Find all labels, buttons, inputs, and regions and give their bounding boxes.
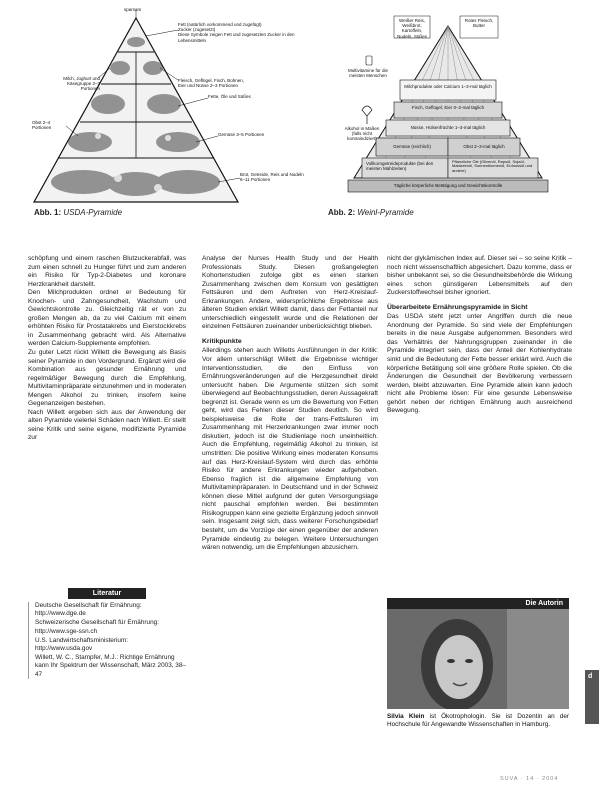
willett-label-oils: Pflanzliche Öle (Olivenöl, Rapsöl, Sojaöl, Maiskeimöl, Sonnenblumenöl, Erdnussöl und andere) — [452, 159, 533, 173]
willett-label-veg: Gemüse (reichlich) — [393, 144, 431, 149]
willett-label-grain: Vollkorngetreideprodukte (bei den meisten Mahlzeiten) — [366, 161, 434, 172]
col1-paragraph: Nach Willett ergeben sich aus der Anwendung der alten Pyramide vielerlei Schäden nach Willett. Er stellt seine Kritik und seine eigene, modifizierte Pyramide zur — [28, 408, 186, 442]
willett-label-top-right: Rotes Fleisch, Butter — [464, 18, 494, 29]
col1-paragraph: Den Milchprodukten ordnet er Bedeutung für Knochen- und Zahngesundheit, Wachstum und Gewichtskontrolle zu. Gleichzeitig rät er von zu großen Mengen ab, da zu viel Calcium mit einem erhöhten Risiko für Prostatakrebs und Eierstockkrebs in Zusammenhang gebracht wird. Als Alternative werden Calcium-Supplemente empfohlen. — [28, 289, 186, 348]
literature-list — [28, 602, 186, 679]
col2-paragraph: Allerdings stehen auch Willetts Ausführungen in der Kritik: Vor allem unterschlägt Willett die Ergebnisse wichtiger Interventionsstudien, die den Einfluss von Ernährungsveränderungen auf die Herzgesundheit direkt untersucht haben. Die Argumente stützen sich somit überwiegend auf Beobachtungsstudien, deren Aussagekraft begrenzt ist. Gerade wenn es um die Bewertung von Fetten geht, wird das Fehlen dieser Studien deutlich. So wird beispielsweise die Rolle der trans-Fettsäuren im Zusammenhang mit Herzerkrankungen zwar immer noch diskutiert, jedoch ist die Studienlage noch uneinheitlich. Auch die Empfehlung, regelmäßig Alkohol zu trinken, ist umstritten: Die positive Wirkung eines moderaten Konsums auf das Herz-Kreislauf-System wird durch das erhöhte Risiko für andere Erkrankungen wieder aufgehoben. Ebenso fraglich ist die allgemeine Empfehlung von Multivitaminpräparaten. In Deutschland und in der Schweiz können diese Mittel aufgrund der guten Versorgungslage nicht pauschal empfohlen werden. Bei bestimmten Risikogruppen kann eine gezielte Ergänzung jedoch sinnvoll sein. Insgesamt zeigt sich, dass weiterer Forschungsbedarf besteht, um die Vorzüge der einen gegenüber der anderen Pyramide eindeutig zu belegen. Weitere Untersuchungen wären notwendig, um die Empfehlungen abzusichern. — [202, 347, 378, 552]
col1-paragraph: Zu guter Letzt rückt Willett die Bewegung als Basis seiner Pyramide in den Vordergrund. Ergänzt wird die Kombination aus gesunder Ernährung und regelmäßiger Bewegung durch die Empfehlung, Multivitaminpräparate einzunehmen und in moderaten Mengen Alkohol zu trinken, insofern keine Gegenanzeigen bestehen. — [28, 349, 186, 408]
willett-label-top-left: Weißer Reis, Weißbrot, Kartoffeln, Nudeln, Süßes — [397, 18, 427, 39]
willett-caption-number: Abb. 2: — [328, 208, 356, 217]
author-box — [387, 598, 569, 763]
section-heading-revised-pyramid: Überarbeitete Ernährungspyramide in Sicht — [387, 303, 528, 311]
willett-caption-text: Weinl-Pyramide — [357, 208, 414, 217]
literature-item: Willett, W. C., Stampfer, M.J.: Richtige Ernährung kann Ihr Spektrum der Wissenschaft, März 2003, 38–47 — [35, 654, 186, 678]
literature-item: Schweizerische Gesellschaft für Ernährung: http://www.sge-ssn.ch — [35, 619, 159, 635]
usda-label-top: sparsam — [124, 7, 142, 12]
willett-label-nuts: Nüsse, Hülsenfrüchte 1–3-mal täglich — [410, 125, 486, 130]
usda-label-meat: Fleisch, Geflügel, Fisch, Bohnen, Eier und Nüsse 2–3 Portionen — [178, 78, 245, 89]
col2-paragraph: Analyse der Nurses Health Study und der Health Professionals Study. Diesen großangelegten Kohortenstudien zufolge gibt es einen starken Zusammenhang zwischen dem Konsum von gesättigten Fettsäuren und dem Auftreten von Herz-Kreislauf-Erkrankungen. Andere, widersprüchliche Ergebnisse aus älteren Studien erklärt Willett damit, dass der Fettanteil nur unterschiedlich eingestellt wurde und die Relationen der einzelnen Fettsäuren zueinander unberücksichtigt blieben. — [202, 255, 378, 331]
usda-label-fats: Fette, Öle und Süßes — [208, 94, 251, 99]
section-heading-critique: Kritikpunkte — [202, 337, 242, 345]
usda-label-grain: Brot, Getreide, Reis und Nudeln 6–11 Portionen — [240, 172, 304, 183]
usda-label-veg: Gemüse 3–5 Portionen — [218, 132, 265, 137]
willett-label-alcohol: Alkohol in Maßen (falls nicht kontraindiziert) — [344, 126, 380, 142]
author-description: ist Ökotrophologin. Sie ist Dozentin an der Hochschule für Angewandte Wissenschaften in Hamburg. — [387, 713, 569, 729]
willett-label-vitamin: Multivitamine für die meisten Menschen — [348, 68, 389, 79]
author-photo — [387, 609, 569, 709]
author-portrait-image — [387, 609, 569, 709]
usda-label-dairy: Milch, Joghurt und Käsegruppe 2–3 Portionen — [63, 76, 100, 92]
literature-box — [28, 588, 186, 758]
author-bio — [387, 713, 569, 729]
willett-pyramid-figure — [322, 6, 584, 218]
usda-caption-text: USDA-Pyramide — [63, 208, 123, 217]
willett-label-dairy: Milchprodukte oder Calcium 1–2-mal täglich — [404, 84, 492, 89]
willett-caption — [328, 208, 414, 217]
literature-title: Literatur — [68, 588, 146, 599]
usda-caption-number: Abb. 1: — [34, 208, 62, 217]
usda-legend — [178, 22, 296, 43]
author-name: Silvia Klein — [387, 713, 425, 720]
literature-item: U.S. Landwirtschaftsministerium: http://www.usda.gov — [35, 636, 129, 653]
article-column-3 — [387, 255, 572, 416]
article-column-2 — [202, 255, 378, 553]
usda-legend-fat: Fett (natürlich vorkommend und zugefügt) — [178, 22, 262, 27]
col1-paragraph: schöpfung und einem raschen Blutzuckerabfall, was zum einen schnell zu Hunger führt und zum anderen ein Risiko für Typ-2-Diabetes und koronare Herzkrankheit darstellt. — [28, 255, 186, 288]
willett-label-fish: Fisch, Geflügel, Eier 0–2-mal täglich — [411, 105, 485, 110]
usda-caption — [34, 208, 122, 217]
usda-legend-note: Diese Symbole zeigen Fett und zugesetzten Zucker in den Lebensmitteln — [178, 32, 295, 43]
col3-paragraph: nicht der glykämischen Index auf. Dieser sei – so seine Kritik – noch nicht wissenschaftlich abgesichert. Dazu komme, dass er bisher unbekannt sei, so die Gesundheitsbehörde die Wirkung eines schon günstigeren Lebensmittels auf den Zuckerstoffwechsel bisher ignoriert. — [387, 255, 572, 297]
article-column-1 — [28, 255, 186, 443]
side-tab-letter: d — [588, 673, 593, 680]
willett-label-fruit: Obst 2–3-mal täglich — [463, 144, 505, 149]
usda-pyramid-figure — [28, 6, 311, 218]
author-box-title: Die Autorin — [387, 598, 569, 609]
section-side-tab — [585, 670, 599, 724]
literature-item: Deutsche Gesellschaft für Ernährung: http://www.dge.de — [35, 602, 142, 618]
usda-label-fruit: Obst 2–4 Portionen — [32, 120, 52, 131]
willett-label-base: Tägliche körperliche Betätigung und Gewichtskontrolle — [393, 183, 503, 188]
col3-paragraph: Das USDA steht jetzt unter Angriffen durch die neue Anordnung der Pyramide. So sind viele der Empfehlungen bereits in die neue Ausgabe aufgenommen. Besonders wird das Verhältnis der Nahrungsgruppen zueinander in die Pyramide integriert sein, dass der Anteil der Kohlenhydrate sinkt und die Bedeutung der Fette besser erklärt wird. Auch die körperliche Betätigung soll eine größere Rolle spielen. Ob die Änderungen die Gesundheit der Bevölkerung verbessern werden, bleibt abzuwarten. Eine Pyramide allein kann jedoch nicht alle Probleme lösen: Für eine gesunde Lebensweise gehört neben der richtigen Ernährung auch ausreichend Bewegung. — [387, 313, 572, 415]
page-footer: SUVA · 14 · 2004 — [500, 776, 559, 782]
usda-legend-sugar: Zucker (zugesetzt) — [178, 27, 216, 33]
